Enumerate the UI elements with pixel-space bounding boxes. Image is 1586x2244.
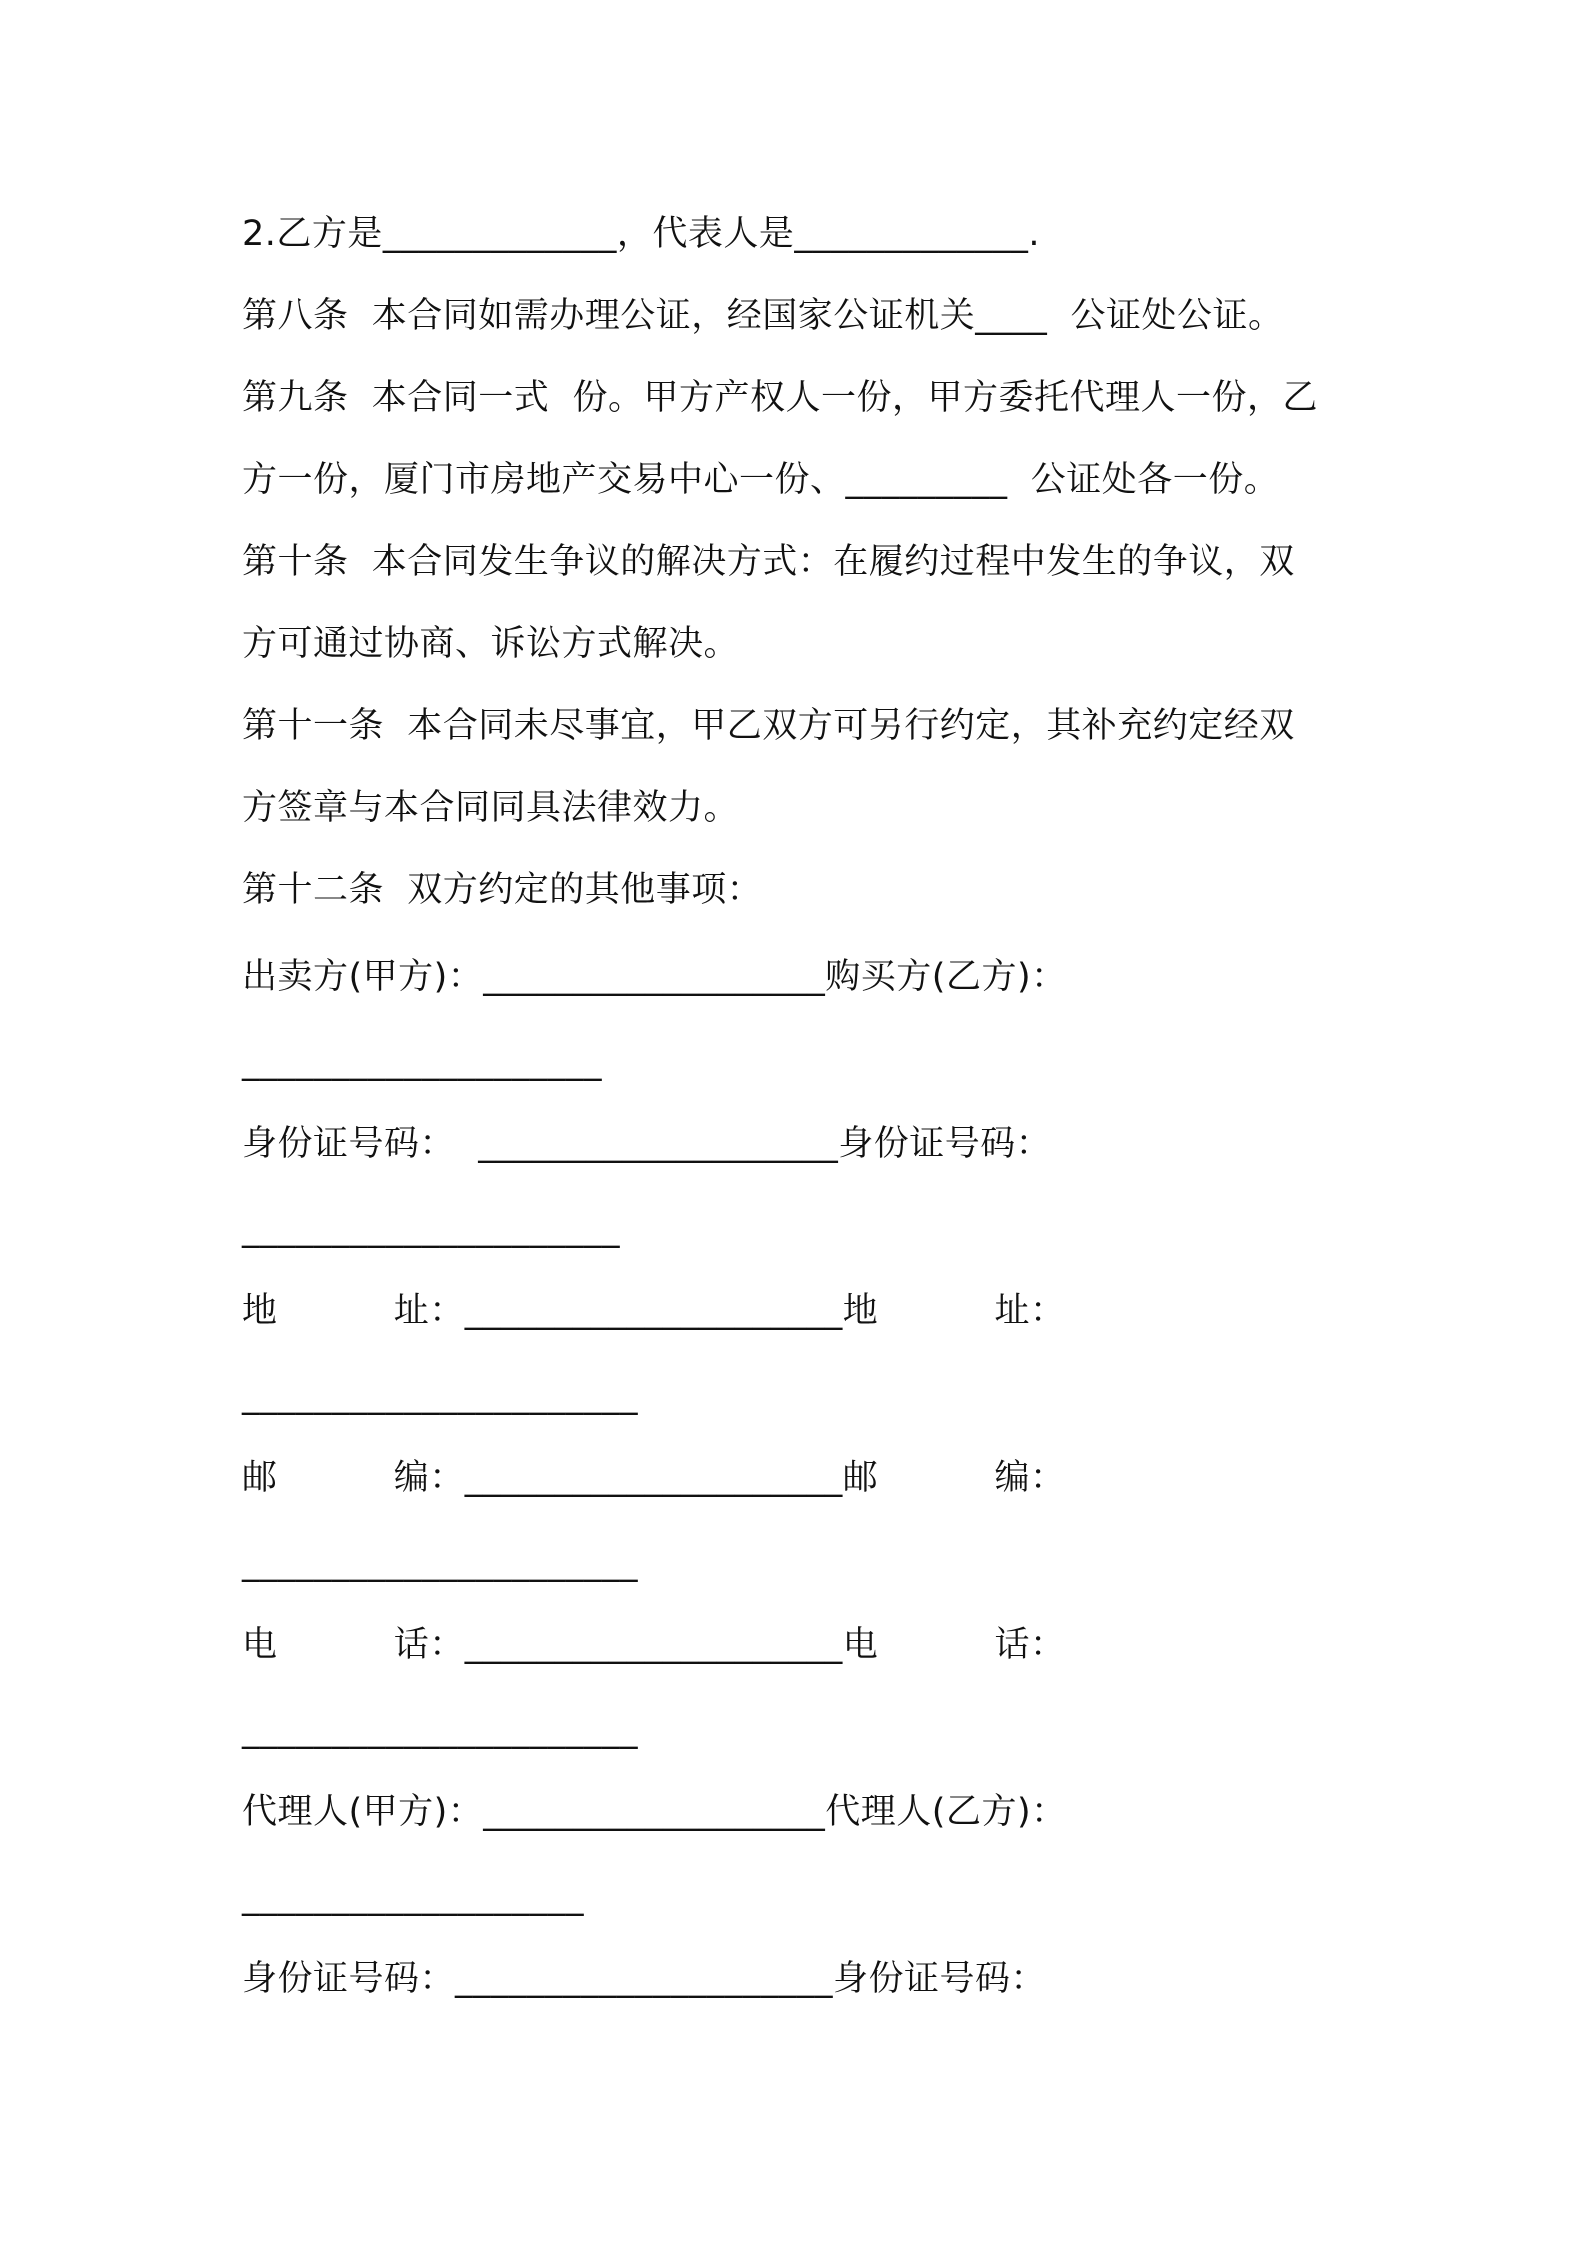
phone-line: 电 话：_____________________电 话： [242, 1625, 1066, 1665]
postcode-blank-line: ______________________ [242, 1543, 638, 1583]
address-line: 地 址：_____________________地 址： [242, 1291, 1066, 1331]
article-10-line-1: 第十条 本合同发生争议的解决方式：在履约过程中发生的争议，双 [242, 542, 1295, 582]
article-10-line-2: 方可通过协商、诉讼方式解决。 [242, 624, 740, 664]
article-11-line-2: 方签章与本合同同具法律效力。 [242, 788, 740, 828]
article-12-line: 第十二条 双方约定的其他事项： [242, 870, 763, 910]
id-number-blank-line: _____________________ [242, 1209, 620, 1249]
postcode-line: 邮 编：_____________________邮 编： [242, 1458, 1066, 1498]
article-9-line-2: 方一份，厦门市房地产交易中心一份、_________ 公证处各一份。 [242, 460, 1280, 500]
clause-party-b-line: 2.乙方是_____________，代表人是_____________. [242, 214, 1041, 254]
seller-buyer-line: 出卖方(甲方)：___________________购买方(乙方)： [242, 957, 1067, 997]
article-11-line-1: 第十一条 本合同未尽事宜，甲乙双方可另行约定，其补充约定经双 [242, 706, 1295, 746]
agent-line: 代理人(甲方)：___________________代理人(乙方)： [242, 1792, 1067, 1832]
article-9-line-1: 第九条 本合同一式 份。甲方产权人一份，甲方委托代理人一份，乙 [242, 378, 1319, 418]
agent-blank-line: ___________________ [242, 1877, 584, 1917]
phone-blank-line: ______________________ [242, 1710, 638, 1750]
agent-id-number-line: 身份证号码：_____________________身份证号码： [242, 1959, 1047, 1999]
address-blank-line: ______________________ [242, 1376, 638, 1416]
id-number-line: 身份证号码： ____________________身份证号码： [242, 1124, 1052, 1164]
article-8-line: 第八条 本合同如需办理公证，经国家公证机关____ 公证处公证。 [242, 296, 1284, 336]
buyer-blank-line: ____________________ [242, 1042, 602, 1082]
